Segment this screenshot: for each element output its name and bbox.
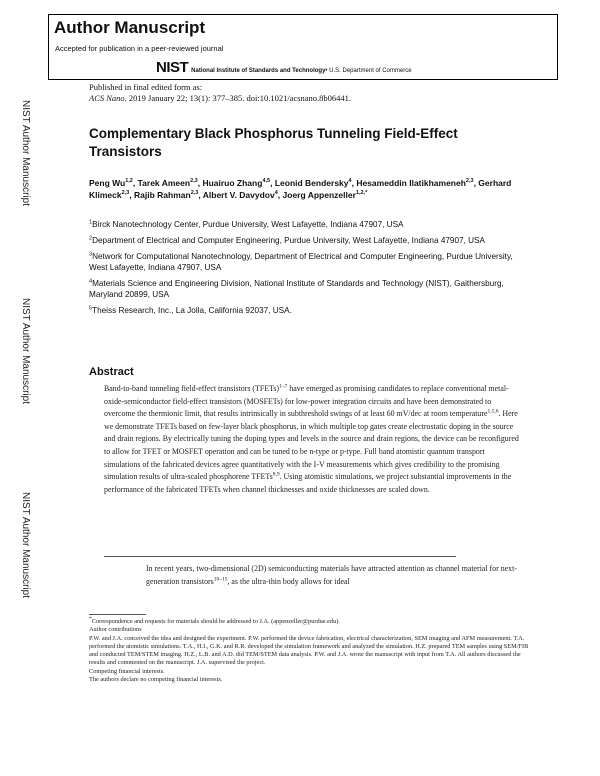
affiliation: $^5$Theiss Research, Inc., La Jolla, California 92037, USA. xyxy=(89,305,292,315)
footnote-divider xyxy=(89,614,146,615)
footnotes xyxy=(89,615,529,684)
author: Gerhard Klimeck$^{2,3}$, xyxy=(89,178,512,200)
author-list xyxy=(89,177,529,201)
author: Albert V. Davydov$^4$, xyxy=(202,190,283,200)
paper-title: Complementary Black Phosphorus Tunneling Field-Effect Transistors xyxy=(89,126,458,159)
author: Tarek Ameen$^{2,3}$, xyxy=(137,178,203,188)
nist-logo: NIST xyxy=(156,59,189,76)
contributions-heading: Author contributions xyxy=(89,626,142,634)
contributions-text: P.W. and J.A. conceived the idea and designed the experiment. P.W. performed the device fabrication, electrical characterization, SEM imaging and AFM measurement. T.A. performed the atomistic simulations. T.A., H.I., G.K. and R.R. developed the simulation framework and analyzed the simulation. H.Z. prepared TEM samples using SEM/FIB and conducted TEM/STEM imaging. H.Z., L.B. and A.D. did TEM/STEM data analysis. P.W. and J.A. wrote the manuscript with input from T.A. All authors discussed the results and commented on the manuscript. J.A. supervised the project. xyxy=(89,634,529,667)
affiliation-list xyxy=(89,219,529,321)
author: Rajib Rahman$^{2,3}$, xyxy=(134,190,203,200)
author-manuscript-banner xyxy=(48,14,558,80)
banner-subtitle: Accepted for publication in a peer-reviewed journal xyxy=(55,44,224,53)
publication-info xyxy=(89,82,351,104)
section-divider xyxy=(104,556,456,557)
competing-text: The authors declare no competing financial interests. xyxy=(89,676,223,684)
competing-heading: Competing financial interests. xyxy=(89,667,165,675)
intro-paragraph: In recent years, two-dimensional (2D) semiconducting materials have attracted attention as channel material for next-generation transistors$^{10-15}$, as the ultra-thin body allows for ideal xyxy=(146,564,517,586)
author: Peng Wu$^{1,2}$, xyxy=(89,178,138,188)
correspondence-note: *Correspondence and requests for materials should be addressed to J.A. (appenzeller@purdue.edu). xyxy=(89,615,340,625)
side-watermark: NIST Author Manuscript xyxy=(20,298,31,404)
affiliation: $^3$Network for Computational Nanotechnology, Department of Electrical and Computer Engineering, Purdue University, West Lafayette, Indiana 47907, USA xyxy=(89,251,513,272)
nist-institute: National Institute of Standards and Technology xyxy=(191,68,326,74)
author: Huairuo Zhang$^{4,5}$, xyxy=(202,178,275,188)
author: Hesameddin Ilatikhameneh$^{2,3}$, xyxy=(356,178,479,188)
abstract-text: Band-to-band tunneling field-effect transistors (TFETs)$^{1-7}$ have emerged as promising candidates to replace conventional metal-oxide-semiconductor field-effect transistors (MOSFETs) for low-power integration circuits and have been demonstrated to overcome the thermionic limit, that results intrinsically in subthreshold swings of at least 60 mV/dec at room temperature$^{1,5,6}$. Here we demonstrate TFETs based on few-layer black phosphorus, in which multiple top gates create electrostatic doping in the source and drain regions. By electrically tuning the doping types and levels in the source and drain regions, the device can be reconfigured to allow for TFET or MOSFET operation and can be tuned to be n-type or p-type. Full band atomistic quantum transport simulations of the fabricated devices agree quantitatively with the I-V measurements which gives credibility to the promising simulation results of ultra-scaled phosphorene TFETs$^{8,9}$. Using atomistic simulations, we project substantial improvements in the performance of the fabricated TFETs when channel thicknesses and oxide thicknesses are scaled down. xyxy=(104,383,519,494)
nist-attribution xyxy=(156,61,412,74)
author: Leonid Bendersky$^4$, xyxy=(274,178,357,188)
journal-name: ACS Nano xyxy=(89,93,125,103)
publication-line: Published in final edited form as: xyxy=(89,82,203,92)
banner-title: Author Manuscript xyxy=(54,18,206,37)
affiliation: $^1$Birck Nanotechnology Center, Purdue University, West Lafayette, Indiana 47907, USA xyxy=(89,219,404,229)
citation-details: . 2019 January 22; 13(1): 377–385. doi:10.1021/acsnano.8b06441. xyxy=(124,93,352,103)
nist-department: • U.S. Department of Commerce xyxy=(325,68,412,74)
abstract-heading: Abstract xyxy=(89,366,134,378)
side-watermark: NIST Author Manuscript xyxy=(20,100,31,206)
side-watermark: NIST Author Manuscript xyxy=(20,492,31,598)
affiliation: $^2$Department of Electrical and Computer Engineering, Purdue University, West Lafayette, Indiana 47907, USA xyxy=(89,235,485,245)
author: Joerg Appenzeller$^{1,2,*}$ xyxy=(282,190,368,200)
affiliation: $^4$Materials Science and Engineering Division, National Institute of Standards and Technology (NIST), Gaithersburg, Maryland 20899, USA xyxy=(89,278,504,299)
citation-line xyxy=(89,93,351,104)
